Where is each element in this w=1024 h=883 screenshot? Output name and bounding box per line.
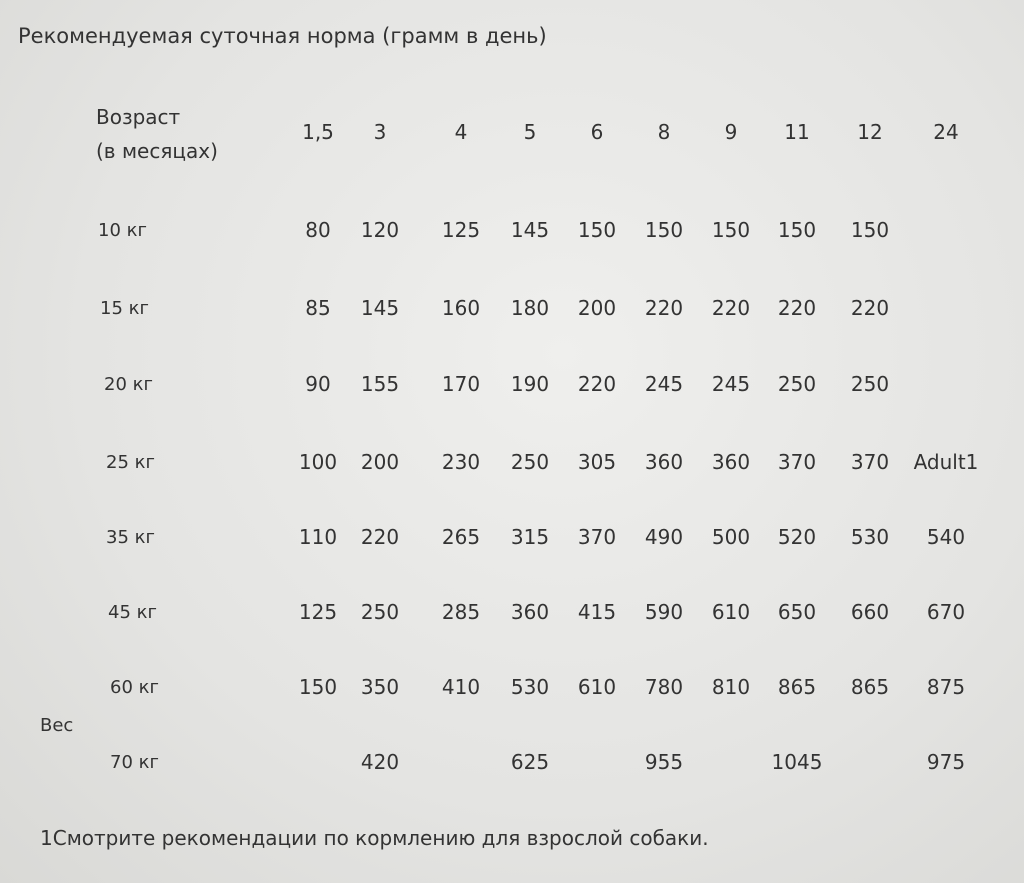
table-cell: 220	[577, 372, 617, 396]
table-cell: 155	[360, 372, 400, 396]
table-cell: 250	[850, 372, 890, 396]
weight-row-label: 20 кг	[104, 374, 153, 395]
weight-row-label: 25 кг	[106, 452, 155, 473]
table-cell: 250	[777, 372, 817, 396]
table-cell: 875	[926, 675, 966, 699]
table-cell: 125	[298, 600, 338, 624]
table-cell: 100	[298, 450, 338, 474]
table-cell: 85	[305, 296, 331, 320]
table-cell: 955	[644, 750, 684, 774]
age-header-cell: 8	[657, 120, 671, 144]
age-header-cell: 9	[724, 120, 738, 144]
table-cell: 150	[711, 218, 751, 242]
table-cell: 160	[441, 296, 481, 320]
age-header-cell: 6	[590, 120, 604, 144]
table-cell: 540	[926, 525, 966, 549]
table-cell: 150	[644, 218, 684, 242]
table-cell: 650	[777, 600, 817, 624]
table-cell: 245	[711, 372, 751, 396]
table-cell: 220	[711, 296, 751, 320]
table-cell: 220	[850, 296, 890, 320]
table-cell: 220	[360, 525, 400, 549]
page-title: Рекомендуемая суточная норма (грамм в день)	[18, 24, 547, 48]
table-cell: 660	[850, 600, 890, 624]
age-header-line2: (в месяцах)	[96, 139, 218, 163]
table-cell: 975	[926, 750, 966, 774]
table-cell: 530	[850, 525, 890, 549]
weight-row-label: 15 кг	[100, 298, 149, 319]
table-cell: 200	[360, 450, 400, 474]
table-cell: 490	[644, 525, 684, 549]
age-header-cell: 3	[373, 120, 387, 144]
weight-axis-label: Вес	[40, 715, 74, 736]
table-cell: 265	[441, 525, 481, 549]
table-cell: 780	[644, 675, 684, 699]
weight-row-label: 70 кг	[110, 752, 159, 773]
table-cell: 150	[577, 218, 617, 242]
weight-row-label: 45 кг	[108, 602, 157, 623]
table-cell: 350	[360, 675, 400, 699]
table-cell: 200	[577, 296, 617, 320]
weight-row-label: 10 кг	[98, 220, 147, 241]
table-cell: 360	[644, 450, 684, 474]
table-cell: 810	[711, 675, 751, 699]
table-cell: 625	[510, 750, 550, 774]
table-cell: 250	[510, 450, 550, 474]
table-cell: 315	[510, 525, 550, 549]
table-cell: 110	[298, 525, 338, 549]
weight-row-label: 35 кг	[106, 527, 155, 548]
age-header-cell: 5	[523, 120, 537, 144]
age-header-cell: 1,5	[302, 120, 334, 144]
age-header-cell: 4	[454, 120, 468, 144]
weight-row-label: 60 кг	[110, 677, 159, 698]
age-header-cell: 24	[933, 120, 959, 144]
table-cell: 90	[305, 372, 331, 396]
table-cell: 220	[644, 296, 684, 320]
table-cell: 865	[777, 675, 817, 699]
table-cell: 370	[577, 525, 617, 549]
table-cell: 410	[441, 675, 481, 699]
table-cell: 220	[777, 296, 817, 320]
table-cell: 190	[510, 372, 550, 396]
table-cell: 500	[711, 525, 751, 549]
age-header-line1: Возраст	[96, 105, 181, 129]
table-cell: 370	[777, 450, 817, 474]
table-cell: 250	[360, 600, 400, 624]
table-cell: 150	[777, 218, 817, 242]
age-header-cell: 12	[857, 120, 883, 144]
table-cell: 285	[441, 600, 481, 624]
table-cell: 150	[298, 675, 338, 699]
table-cell: 1045	[771, 750, 823, 774]
table-cell: 120	[360, 218, 400, 242]
age-header-cell: 11	[784, 120, 810, 144]
table-cell: 230	[441, 450, 481, 474]
table-cell: 610	[711, 600, 751, 624]
table-cell: 530	[510, 675, 550, 699]
age-header-label	[96, 100, 218, 168]
table-cell: 610	[577, 675, 617, 699]
table-cell: 590	[644, 600, 684, 624]
table-cell: 150	[850, 218, 890, 242]
table-cell: 670	[926, 600, 966, 624]
table-cell: 180	[510, 296, 550, 320]
table-cell: 170	[441, 372, 481, 396]
table-cell: 145	[510, 218, 550, 242]
table-cell: 125	[441, 218, 481, 242]
table-cell: 145	[360, 296, 400, 320]
table-cell: 520	[777, 525, 817, 549]
table-cell: 245	[644, 372, 684, 396]
table-cell: 415	[577, 600, 617, 624]
table-cell: 420	[360, 750, 400, 774]
table-cell: Adult1	[913, 450, 979, 474]
table-cell: 305	[577, 450, 617, 474]
table-cell: 865	[850, 675, 890, 699]
table-cell: 80	[305, 218, 331, 242]
table-cell: 360	[711, 450, 751, 474]
table-cell: 360	[510, 600, 550, 624]
table-cell: 370	[850, 450, 890, 474]
footnote: 1Смотрите рекомендации по кормлению для взрослой собаки.	[40, 826, 709, 850]
